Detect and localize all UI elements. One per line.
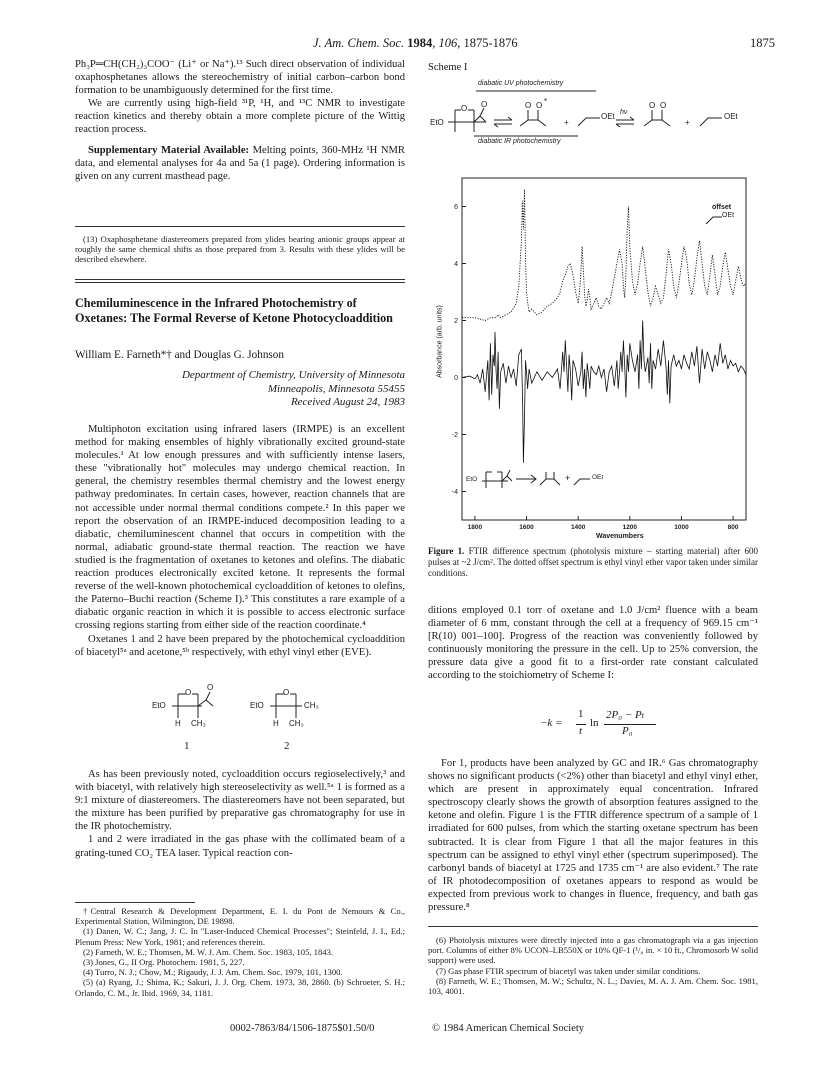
scheme-excited-o2: O: [536, 101, 543, 110]
s1-number: 1: [184, 740, 190, 752]
supplementary-label: Supplementary Material Available:: [88, 144, 250, 156]
scheme-ground-o2: O: [660, 101, 667, 110]
s2-methyl: CH₃: [289, 719, 304, 728]
journal-citation: J. Am. Chem. Soc. 1984, 106, 1875-1876: [313, 36, 518, 50]
supplementary-text: Melting points, 360-MHz ¹H NMR data, and elemental analyses for 4a and 5a (1 page). Ordering information is given on any current masthead page.: [75, 144, 405, 182]
x-tick-label: 800: [727, 524, 739, 531]
offset-oet-label: OEt: [722, 212, 735, 219]
plot-frame: [462, 178, 746, 520]
y-tick-label: 6: [454, 204, 458, 211]
scheme-hv: hν: [620, 109, 628, 116]
s2-ring-oxygen: O: [283, 688, 290, 697]
journal-year: 1984: [407, 36, 433, 50]
scheme-oet-1: OEt: [601, 112, 615, 121]
oxetane-structures-drawing: [140, 672, 360, 762]
right-paragraph-1: ditions employed 0.1 torr of oxetane and 1.0 J/cm² fluence with a beam diameter of 6 mm, constant through the cell at a frequency of 969.15 cm⁻¹ [R(10) 001–100]. Progress of the reaction was conveniently followed by continuously monitoring the pressure in the cell. Up to 25% conversion, the pressure data give a good fit to a first-order rate constant calculated according to the stoichiometry of Scheme I:: [428, 605, 758, 682]
s1-ethoxy: EtO: [152, 701, 166, 710]
offset-molecule-icon: [704, 212, 730, 226]
article-paragraph-2: Oxetanes 1 and 2 have been prepared by the photochemical cycloaddition of biacetyl⁵ᵃ and acetone,⁵ᵇ respectively, with ethyl vinyl ether (EVE).: [75, 633, 405, 658]
inset-reaction-drawing: [482, 470, 590, 488]
wittig-paragraph-2: We are currently using high-field ³¹P, ¹H, and ¹³C NMR to investigate reaction kinetics and thereby obtain a more complete picture of the Wittig reaction process.: [75, 98, 405, 136]
article-paragraph-1: Multiphoton excitation using infrared lasers (IRMPE) is an excellent method for making ensembles of highly vibrationally excited ground-state molecules.¹ At low enough pressures and with sufficiently intense lasers, these "vibrationally hot" molecules may undergo chemical reaction. In general, the chemistry resembles thermal chemistry and the lowest energy pathway predominates. In certain cases, however, reaction channels that are not accessible under normal thermal conditions compete.² In this paper we report the observation of an IRMPE-induced decomposition leading to a diabatic, chemiluminescent channel that occurs in competition with the normal, adiabatic ground-state thermal reaction. The reaction we have studied is the fragmentation of oxetanes to ketones and olefins. The diabatic reaction produces electronically excited ketone. It represents the formal reverse of the well-known photochemical cycloaddition of ketones to olefins, the Paterno–Buchi reaction (Scheme I).³ This constitutes a rare example of a diabatic organic reaction in which it is possible to access electronic surface crossing regions starting from either side of the reaction coordinate.⁴: [75, 424, 405, 632]
scheme-top-label: diabatic UV photochemistry: [478, 80, 564, 87]
journal-pages: 1875-1876: [463, 36, 518, 50]
x-tick-label: 1800: [467, 524, 483, 531]
eq-one: 1: [578, 708, 584, 720]
footnote-rule-top: [75, 226, 405, 227]
figure-caption: [428, 546, 758, 579]
affiliation-city: Minneapolis, Minnesota 55455: [267, 382, 405, 395]
received-date: Received August 24, 1983: [290, 396, 405, 408]
y-tick-label: -4: [451, 489, 458, 496]
s2-ethoxy: EtO: [250, 701, 264, 710]
article-authors: William E. Farneth*† and Douglas G. Johnson: [75, 349, 284, 361]
scheme-bottom-label: diabatic IR photochemistry: [478, 138, 561, 145]
footnote-6: (6) Photolysis mixtures were directly injected into a gas chromatograph via a gas injection port. Columns of either 8% UCON–LB550X or 10% QF-1 (¹/₈ in. × 10 ft., Chromosorb W solid support) were used.: [428, 935, 758, 966]
footnote-5: (5) (a) Ryang, J.; Shima, K.; Sakuri, J. J. Org. Chem. 1973, 38, 2860. (b) Schroeter, S. H.; Orlando, C. M., Jr. Ibid. 1969, 34, 1181.: [75, 977, 405, 998]
article-paragraph-4: 1 and 2 were irradiated in the gas phase with the collimated beam of a grating-tuned CO₂ TEA laser. Typical reaction con-: [75, 834, 405, 859]
s1-methyl: CH₃: [191, 719, 206, 728]
inset-plus: +: [565, 473, 571, 483]
article-left-text-2: [75, 768, 405, 860]
scheme-ring-oxygen: O: [461, 104, 468, 113]
eq-denominator: P₀: [622, 725, 633, 737]
scheme-ground-o1: O: [649, 101, 656, 110]
eq-lhs: −k =: [540, 717, 563, 729]
scheme-keto-oxygen-1: O: [481, 100, 488, 109]
right-paragraph-2: For 1, products have been analyzed by GC and IR.⁶ Gas chromatography shows no significant products (<2%) other than biacetyl and ethyl vinyl ether, which are present in approximately equal concentration. Infrared spectroscopy clearly shows the growth of absorption features assigned to the ketone and olefin. Figure 1 is the FTIR difference spectrum of a sample of 1 irradiated for 600 pulses, from which the starting oxetane spectrum has been subtracted. It is clear from Figure 1 that all the major features in this spectrum can be assigned to ethyl vinyl ether (spectrum superimposed). The carbonyl bands of biacetyl at 1725 and 1735 cm⁻¹ are also evident.⁷ The rate of IR photodecomposition of oxetanes appears to respond as would be expected from previous work to changes in fluence, frequency, and bath gas pressure.⁸: [428, 758, 758, 914]
right-footnotes: [428, 935, 758, 996]
difference-spectrum-line: [462, 321, 746, 464]
s1-ring-oxygen: O: [185, 688, 192, 697]
y-tick-label: 0: [454, 375, 458, 382]
s2-number: 2: [284, 740, 290, 752]
footnote-rule-left: [75, 902, 195, 903]
eq-ln: ln: [590, 717, 599, 729]
x-tick-label: 1200: [622, 524, 638, 531]
scheme-plus-1: +: [564, 118, 569, 127]
journal-volume: 106: [438, 36, 458, 50]
footnote-8: (8) Farneth, W. E.; Thomsen, M. W.; Schultz, N. L.; Davies, M. A. J. Am. Chem. Soc. 1981, 103, 4001.: [428, 975, 758, 997]
s1-hydrogen: H: [175, 719, 181, 728]
footnote-1: (1) Danen, W. C.; Jang, J. C. In "Laser-Induced Chemical Processes"; Steinfeld, J. I., Ed.; Plenum Press: New York, 1981; and references therein.: [75, 926, 405, 947]
affiliation: [75, 369, 405, 410]
bottom-code: 0002-7863/84/1506-1875$01.50/0: [230, 1023, 375, 1034]
scheme-plus-2: +: [685, 118, 690, 127]
left-top-text: [75, 58, 405, 183]
y-tick-label: 4: [454, 261, 458, 268]
scheme-excited-star: *: [544, 97, 548, 106]
affiliation-department: Department of Chemistry, University of Minnesota: [181, 369, 405, 381]
wittig-paragraph-1: Ph₃P═CH(CH₂)₃COO⁻ (Li⁺ or Na⁺).¹³ Such direct observation of individual oxaphosphetanes allows the stereochemistry of initial carbon–carbon bond formation to be unambiguously determined for the first time.: [75, 59, 405, 97]
figure-1: [428, 170, 758, 550]
scheme-1: [428, 74, 758, 166]
article-divider-1: [75, 279, 405, 280]
figure-1-chart: [428, 170, 758, 550]
article-divider-2: [75, 282, 405, 283]
article-title: Chemiluminescence in the Infrared Photochemistry of Oxetanes: The Formal Reverse of Ketone Photocycloaddition: [75, 296, 393, 325]
inset-ethoxy: EtO: [466, 476, 478, 483]
rate-equation: [540, 705, 680, 745]
footnote-7: (7) Gas phase FTIR spectrum of biacetyl was taken under similar conditions.: [436, 965, 701, 976]
footnote-2: (2) Farneth, W. E.; Thomsen, M. W. J. Am. Chem. Soc. 1983, 105, 1843.: [83, 946, 334, 957]
footnote-4: (4) Turro, N. J.; Chow, M.; Rigaudy, J. J. Am. Chem. Soc. 1979, 101, 1300.: [83, 967, 343, 978]
y-tick-label: 2: [454, 318, 458, 325]
scheme-ethoxy: EtO: [430, 118, 444, 127]
supplementary-material: [75, 144, 405, 183]
right-text-2: [428, 757, 758, 914]
s2-hydrogen: H: [273, 719, 279, 728]
figure-caption-label: Figure 1.: [428, 546, 465, 556]
figure-caption-text: FTIR difference spectrum (photolysis mixture – starting material) after 600 pulses at ~2 J/cm². The dotted offset spectrum is ethyl vinyl ether vapor taken under similar conditions.: [428, 546, 758, 578]
footnote-13-text: (13) Oxaphosphetane diastereomers prepared from ylides bearing anionic groups appear at roughly the same chemical shifts as those prepared from 3. Results with these ylides will be described elsewhere.: [75, 234, 405, 265]
x-tick-label: 1000: [674, 524, 689, 531]
right-text: [428, 604, 758, 683]
x-tick-label: 1400: [570, 524, 586, 531]
left-footnotes: [75, 906, 405, 998]
footnote-dagger: †Central Research & Development Department, E. I. du Pont de Nemours & Co., Experimental Station, Wilmington, DE 19898.: [75, 906, 405, 927]
oxetane-structures: [140, 672, 360, 762]
x-tick-label: 1600: [519, 524, 534, 531]
article-left-text: [75, 423, 405, 659]
inset-oet: OEt: [592, 474, 604, 481]
footnote-13: [75, 234, 405, 265]
scheme-oet-2: OEt: [724, 112, 738, 121]
eq-t: t: [579, 725, 583, 737]
s2-methyl-right: CH₃: [304, 701, 319, 710]
scheme-excited-o1: O: [525, 101, 532, 110]
x-axis-label: Wavenumbers: [596, 533, 644, 540]
bottom-copyright: © 1984 American Chemical Society: [432, 1023, 585, 1034]
scheme-1-drawing: [428, 74, 758, 166]
s1-keto-oxygen: O: [207, 683, 214, 692]
footnote-rule-right: [428, 926, 758, 927]
y-tick-label: -2: [451, 432, 458, 439]
scheme-label: Scheme I: [428, 62, 468, 73]
journal-name: J. Am. Chem. Soc.: [313, 36, 405, 50]
y-axis-label: Absorbance (arb. units): [436, 305, 444, 378]
footnote-3: (3) Jones, G., II Org. Photochem. 1981, 5, 227.: [83, 957, 245, 968]
offset-spectrum-line: [462, 189, 746, 320]
eq-numerator: 2P₀ − Pₜ: [606, 709, 645, 721]
offset-label: offset: [712, 204, 732, 211]
article-paragraph-3: As has been previously noted, cycloaddition occurs regioselectively,³ and with biacetyl, with relatively high stereoselectivity as well.⁵ᵃ 1 is formed as a 9:1 mixture of diastereomers. The diastereomers have not been separated, but the mixture has been purified by preparative gas chromatography for use in the IR photochemistry.: [75, 769, 405, 833]
page-number: 1875: [750, 36, 775, 50]
